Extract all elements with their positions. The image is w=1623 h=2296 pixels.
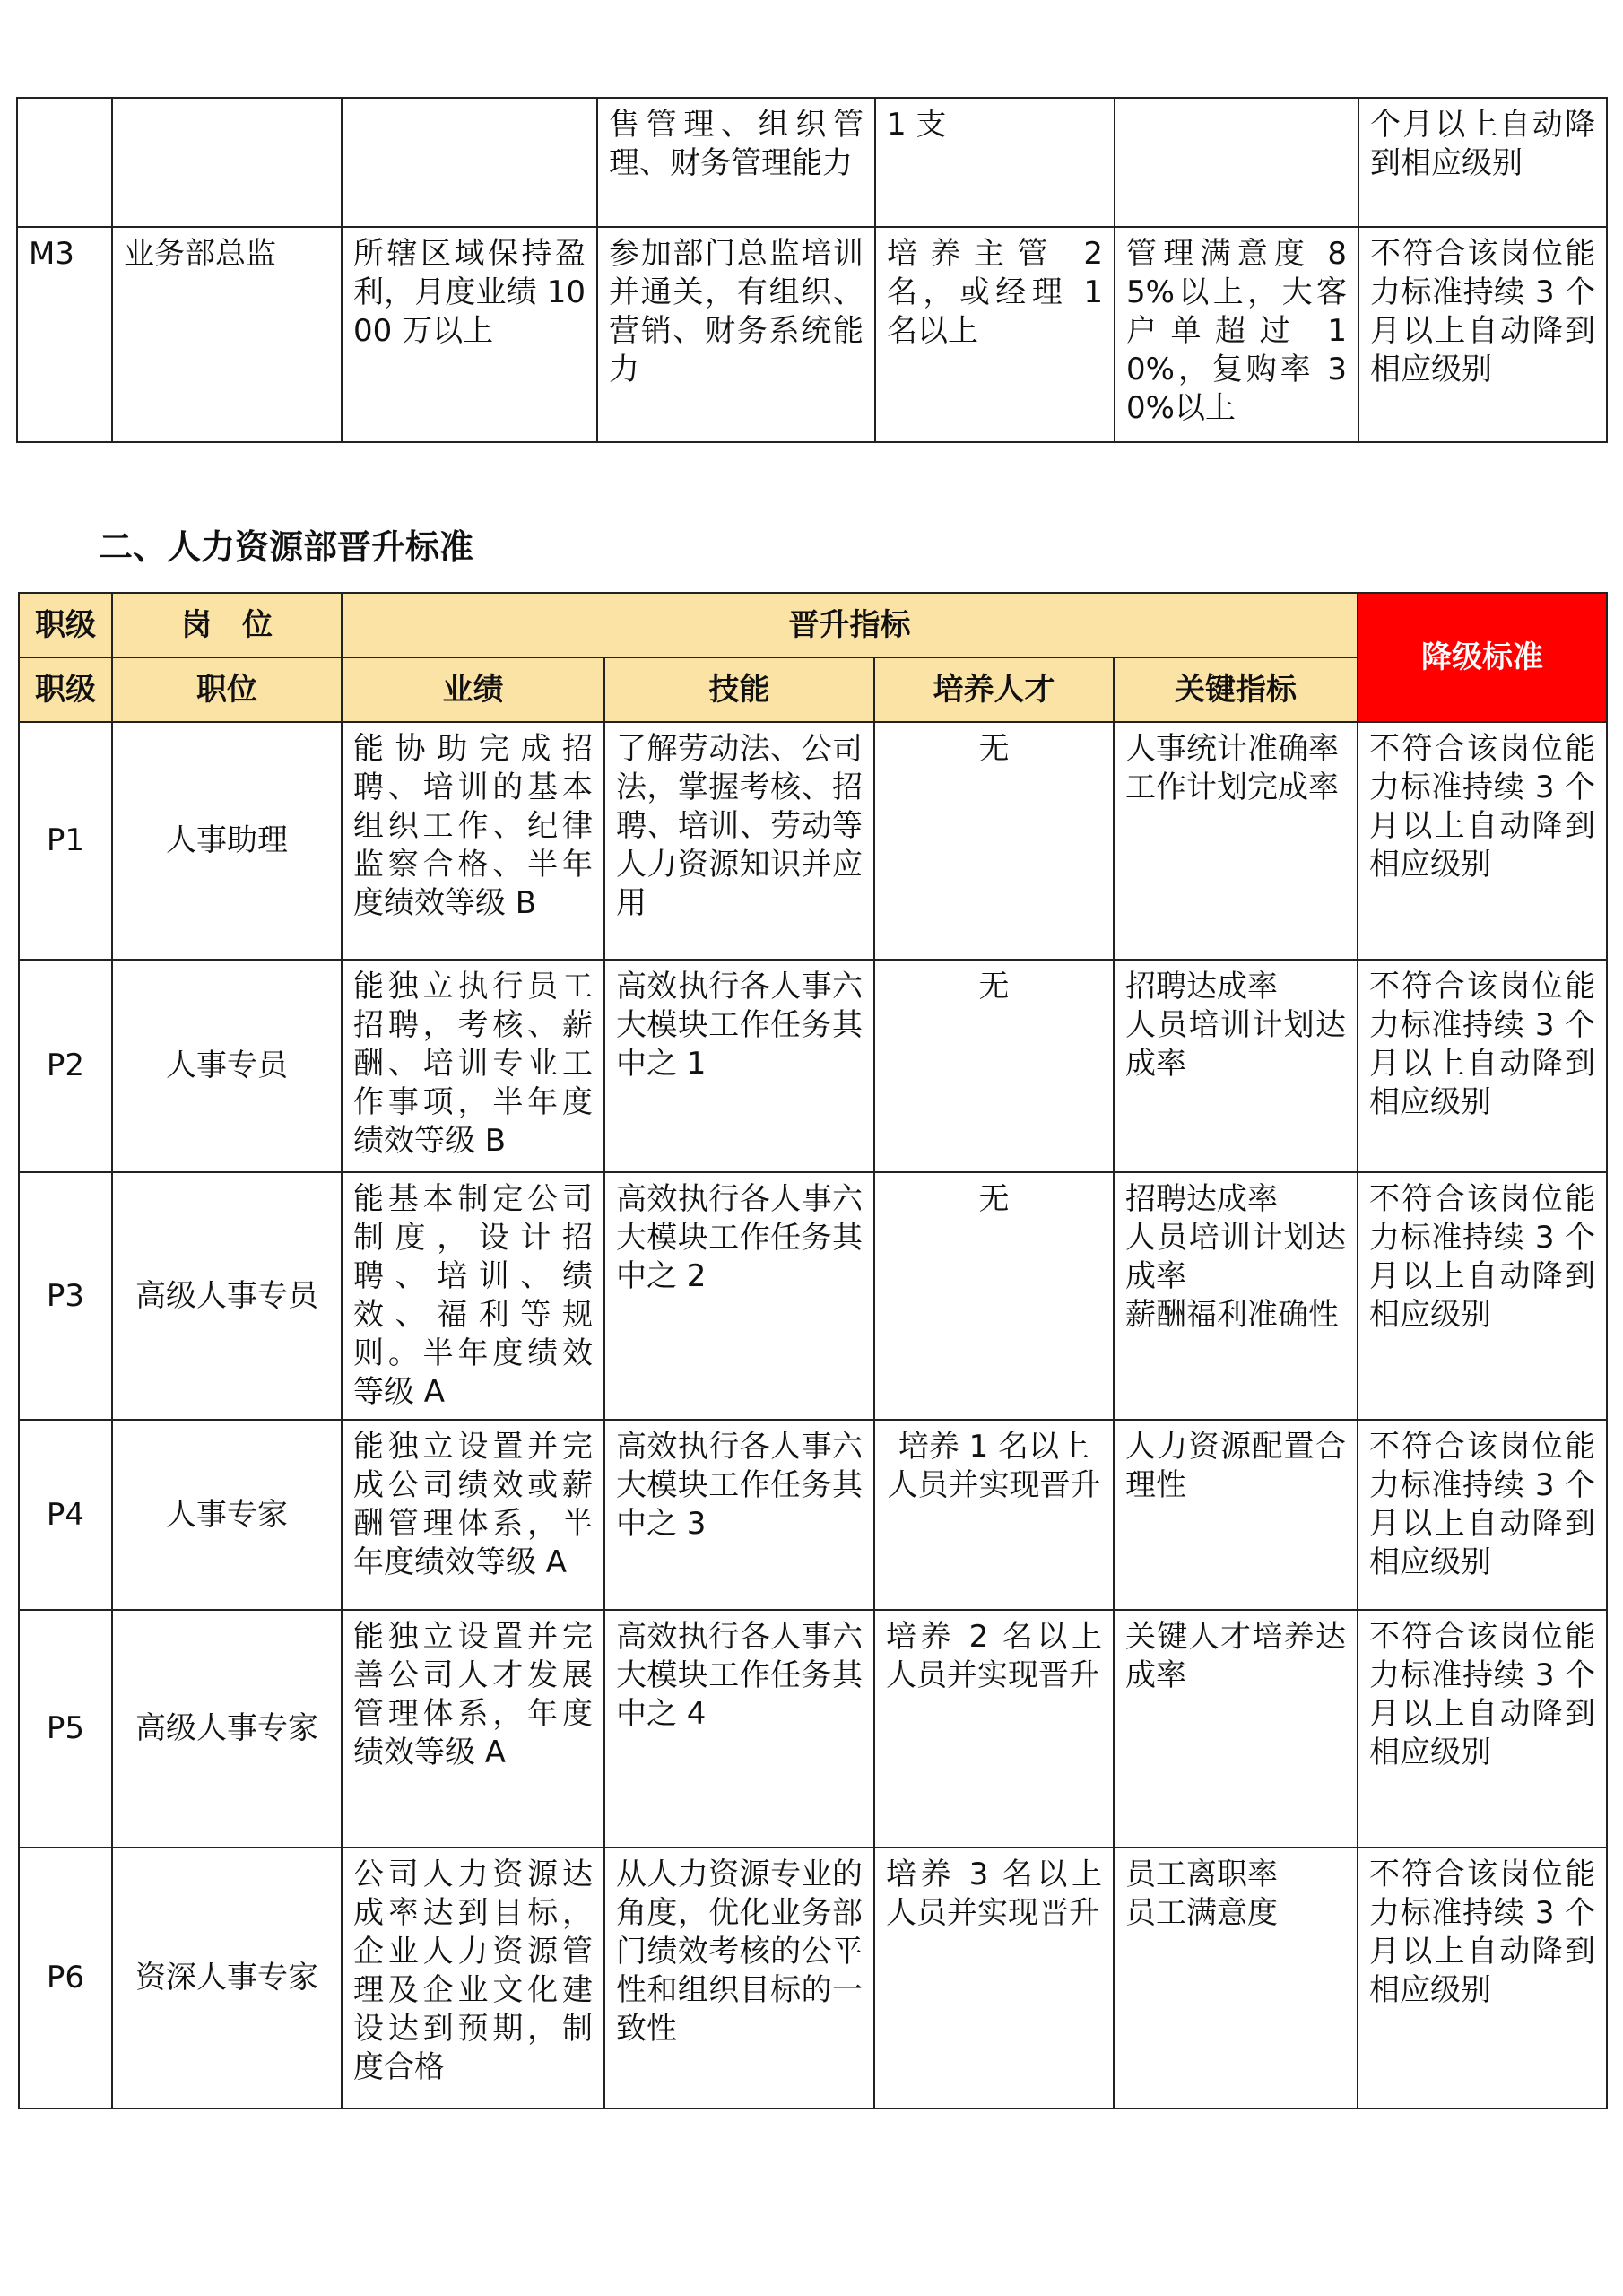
header-kpi: 关键指标 bbox=[1114, 657, 1358, 722]
table-row bbox=[19, 722, 1607, 960]
header-promotion: 晋升指标 bbox=[342, 593, 1358, 657]
sales-promotion-table-continued bbox=[16, 97, 1608, 443]
header-talent: 培养人才 bbox=[874, 657, 1114, 722]
position-cell: 人事专家 bbox=[112, 1420, 342, 1610]
kpi-cell: 关键人才培养达成率 bbox=[1114, 1610, 1358, 1848]
table-row bbox=[19, 1172, 1607, 1420]
level-cell: M3 bbox=[17, 227, 112, 442]
table-row bbox=[17, 227, 1607, 442]
talent-cell: 培养 2 名以上人员并实现晋升 bbox=[874, 1610, 1114, 1848]
skills-cell: 高效执行各人事六大模块工作任务其中之 4 bbox=[604, 1610, 874, 1848]
level-cell: P5 bbox=[19, 1610, 112, 1848]
position-cell: 人事助理 bbox=[112, 722, 342, 960]
table-row bbox=[17, 98, 1607, 227]
table-row bbox=[19, 1610, 1607, 1848]
level-cell bbox=[17, 98, 112, 227]
section-title: 二、人力资源部晋升标准 bbox=[99, 527, 474, 567]
talent-cell: 无 bbox=[874, 960, 1114, 1172]
position-cell: 高级人事专家 bbox=[112, 1610, 342, 1848]
skills-cell: 参加部门总监培训并通关，有组织、营销、财务系统能力 bbox=[597, 227, 875, 442]
kpi-cell: 人事统计准确率 工作计划完成率 bbox=[1114, 722, 1358, 960]
demotion-cell: 不符合该岗位能力标准持续 3 个月以上自动降到相应级别 bbox=[1358, 722, 1607, 960]
demotion-cell: 不符合该岗位能力标准持续 3 个月以上自动降到相应级别 bbox=[1358, 960, 1607, 1172]
performance-cell bbox=[342, 98, 597, 227]
kpi-cell: 员工离职率 员工满意度 bbox=[1114, 1848, 1358, 2109]
performance-cell: 能独立设置并完善公司人才发展管理体系，年度绩效等级 A bbox=[342, 1610, 604, 1848]
kpi-cell bbox=[1115, 98, 1358, 227]
demotion-cell: 不符合该岗位能力标准持续 3 个月以上自动降到相应级别 bbox=[1358, 1610, 1607, 1848]
performance-cell: 所辖区域保持盈利，月度业绩 1000 万以上 bbox=[342, 227, 597, 442]
kpi-cell: 管理满意度 85%以上，大客户单超过 10%，复购率 30%以上 bbox=[1115, 227, 1358, 442]
kpi-cell: 招聘达成率 人员培训计划达成率 薪酬福利准确性 bbox=[1114, 1172, 1358, 1420]
demotion-cell: 个月以上自动降到相应级别 bbox=[1358, 98, 1607, 227]
skills-cell: 了解劳动法、公司法，掌握考核、招聘、培训、劳动等人力资源知识并应用 bbox=[604, 722, 874, 960]
position-cell: 高级人事专员 bbox=[112, 1172, 342, 1420]
demotion-cell: 不符合该岗位能力标准持续 3 个月以上自动降到相应级别 bbox=[1358, 1848, 1607, 2109]
position-cell: 人事专员 bbox=[112, 960, 342, 1172]
kpi-cell: 人力资源配置合理性 bbox=[1114, 1420, 1358, 1610]
header-row-primary bbox=[19, 593, 1607, 657]
position-cell: 业务部总监 bbox=[112, 227, 342, 442]
performance-cell: 能独立执行员工招聘，考核、薪酬、培训专业工作事项，半年度绩效等级 B bbox=[342, 960, 604, 1172]
level-cell: P2 bbox=[19, 960, 112, 1172]
position-cell bbox=[112, 98, 342, 227]
performance-cell: 公司人力资源达成率达到目标，企业人力资源管理及企业文化建设达到预期，制度合格 bbox=[342, 1848, 604, 2109]
level-cell: P4 bbox=[19, 1420, 112, 1610]
header-level: 职级 bbox=[19, 657, 112, 722]
table-row bbox=[19, 1848, 1607, 2109]
table-row bbox=[19, 1420, 1607, 1610]
level-cell: P3 bbox=[19, 1172, 112, 1420]
talent-cell: 无 bbox=[874, 1172, 1114, 1420]
header-demotion: 降级标准 bbox=[1358, 593, 1607, 722]
talent-cell: 培养 1 名以上人员并实现晋升 bbox=[874, 1420, 1114, 1610]
performance-cell: 能基本制定公司制度，设计招聘、培训、绩效、福利等规则。半年度绩效等级 A bbox=[342, 1172, 604, 1420]
skills-cell: 从人力资源专业的角度，优化业务部门绩效考核的公平性和组织目标的一致性 bbox=[604, 1848, 874, 2109]
talent-cell: 1 支 bbox=[875, 98, 1115, 227]
header-performance: 业绩 bbox=[342, 657, 604, 722]
header-skills: 技能 bbox=[604, 657, 874, 722]
hr-promotion-table bbox=[18, 592, 1608, 2109]
position-cell: 资深人事专家 bbox=[112, 1848, 342, 2109]
level-cell: P1 bbox=[19, 722, 112, 960]
skills-cell: 高效执行各人事六大模块工作任务其中之 3 bbox=[604, 1420, 874, 1610]
kpi-cell: 招聘达成率 人员培训计划达成率 bbox=[1114, 960, 1358, 1172]
header-title: 职位 bbox=[112, 657, 342, 722]
header-level: 职级 bbox=[19, 593, 112, 657]
level-cell: P6 bbox=[19, 1848, 112, 2109]
talent-cell: 培养主管 2 名，或经理 1 名以上 bbox=[875, 227, 1115, 442]
talent-cell: 无 bbox=[874, 722, 1114, 960]
performance-cell: 能独立设置并完成公司绩效或薪酬管理体系，半年度绩效等级 A bbox=[342, 1420, 604, 1610]
talent-cell: 培养 3 名以上人员并实现晋升 bbox=[874, 1848, 1114, 2109]
header-position: 岗 位 bbox=[112, 593, 342, 657]
skills-cell: 高效执行各人事六大模块工作任务其中之 2 bbox=[604, 1172, 874, 1420]
demotion-cell: 不符合该岗位能力标准持续 3 个月以上自动降到相应级别 bbox=[1358, 227, 1607, 442]
table-row bbox=[19, 960, 1607, 1172]
demotion-cell: 不符合该岗位能力标准持续 3 个月以上自动降到相应级别 bbox=[1358, 1172, 1607, 1420]
skills-cell: 售管理、组织管理、财务管理能力 bbox=[597, 98, 875, 227]
skills-cell: 高效执行各人事六大模块工作任务其中之 1 bbox=[604, 960, 874, 1172]
demotion-cell: 不符合该岗位能力标准持续 3 个月以上自动降到相应级别 bbox=[1358, 1420, 1607, 1610]
performance-cell: 能协助完成招聘、培训的基本组织工作、纪律监察合格、半年度绩效等级 B bbox=[342, 722, 604, 960]
